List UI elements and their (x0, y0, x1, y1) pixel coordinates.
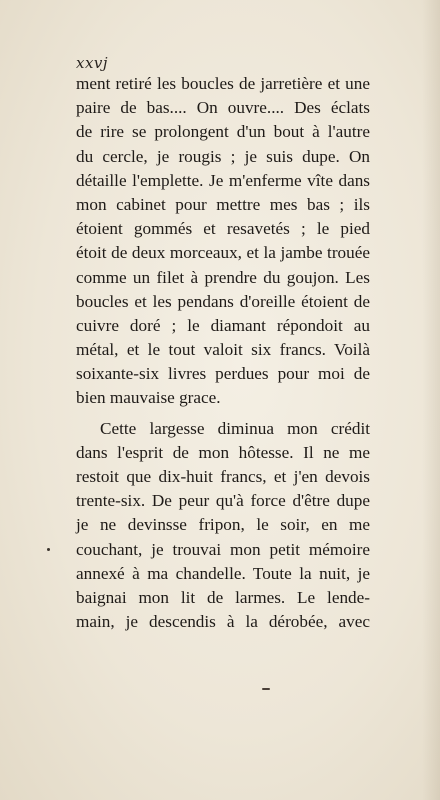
text-line: Cette largesse diminua mon crédit (100, 418, 370, 438)
text-line: du cercle, je rougis ; je suis dupe. On (76, 146, 370, 166)
text-line: étoit de deux morceaux, et la jambe trouée (76, 243, 370, 263)
margin-dot-mark (47, 548, 50, 551)
text-line: soixante-six livres perdues pour moi de (76, 364, 370, 384)
text-line: baignai mon lit de larmes. Le lende- (76, 587, 370, 607)
text-line: annexé à ma chandelle. Toute la nuit, je (76, 563, 370, 583)
text-line: couchant, je trouvai mon petit mémoire (76, 539, 370, 559)
text-block (76, 72, 370, 634)
text-line: dans l'esprit de mon hôtesse. Il ne me (76, 442, 370, 462)
text-line: détaille l'emplette. Je m'enferme vîte dans (76, 170, 370, 190)
text-line: comme un filet à prendre du goujon. Les (76, 267, 370, 287)
text-line: bien mauvaise grace. (76, 388, 221, 408)
text-line: de rire se prolongent d'un bout à l'autre (76, 122, 370, 142)
page-number: xxvj (76, 54, 109, 72)
paragraph-2 (76, 417, 370, 635)
text-line: métal, et le tout valoit six francs. Voilà (76, 340, 370, 360)
text-line: ment retiré les boucles de jarretière et une (76, 74, 370, 93)
text-line: paire de bas.... On ouvre.... Des éclats (76, 98, 370, 118)
text-line: cuivre doré ; le diamant répondoit au (76, 315, 370, 335)
text-line: étoient gommés et resavetés ; le pied (76, 219, 370, 239)
text-line: je ne devinsse fripon, le soir, en me (76, 515, 370, 535)
text-line: main, je descendis à la dérobée, avec (76, 612, 370, 632)
text-line: mon cabinet pour mettre mes bas ; ils (76, 194, 370, 214)
paragraph-1 (76, 72, 370, 411)
text-line: boucles et les pendans d'oreille étoient de (76, 291, 370, 311)
page-edge-shadow (422, 0, 440, 800)
text-line: restoit que dix-huit francs, et j'en devois (76, 467, 370, 486)
text-line: trente-six. De peur qu'à force d'être dupe (76, 491, 370, 511)
bottom-ink-mark (262, 688, 270, 690)
